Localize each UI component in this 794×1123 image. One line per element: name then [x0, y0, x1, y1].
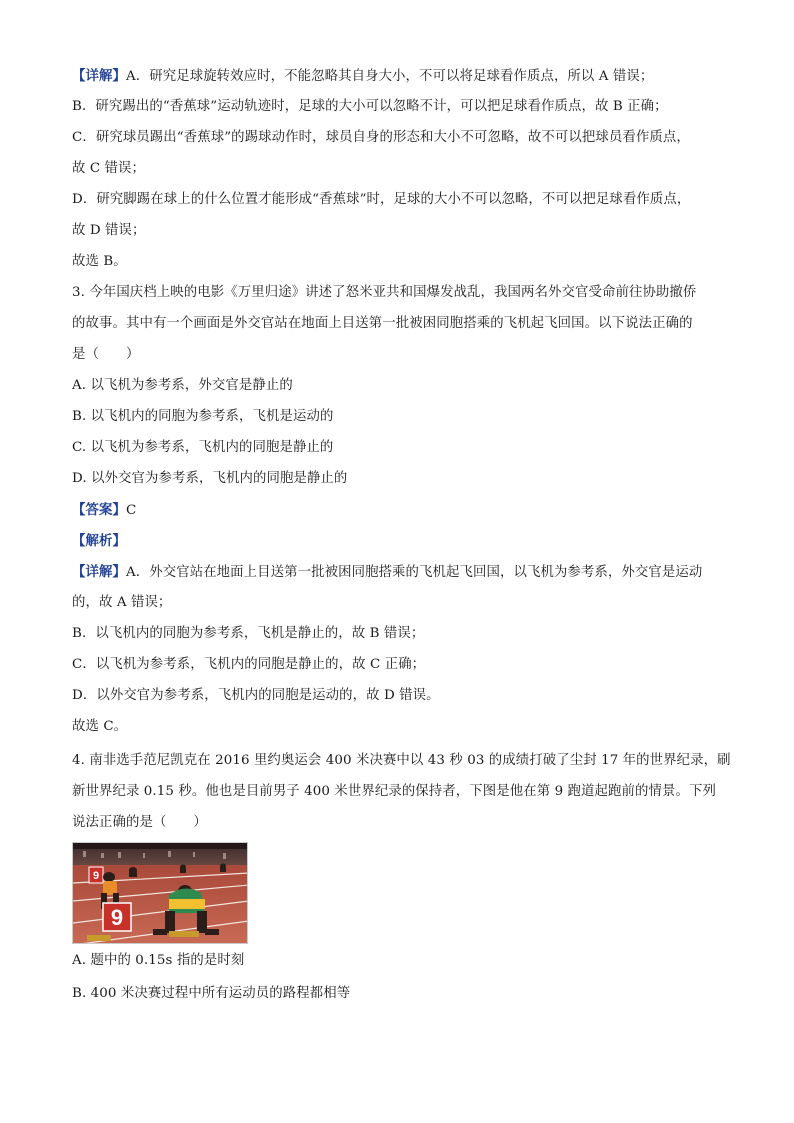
option-b — [72, 407, 734, 427]
line-text: D. 以外交官为参考系，飞机内的同胞是静止的 — [72, 471, 348, 486]
line-text: B．研究踢出的“香蕉球”运动轨迹时，足球的大小可以忽略不计，可以把足球看作质点，故 B 正确； — [72, 99, 668, 114]
line-text: 3. 今年国庆档上映的电影《万里归途》讲述了怒米亚共和国爆发战乱，我国两名外交官受命前往协助撤侨 — [72, 285, 697, 300]
line-text: B. 400 米决赛过程中所有运动员的路程都相等 — [72, 986, 351, 1001]
line-text: C．以飞机为参考系，飞机内的同胞是静止的，故 C 正确； — [72, 657, 426, 672]
line-text: B. 以飞机内的同胞为参考系，飞机是运动的 — [72, 409, 334, 424]
text-line — [72, 252, 734, 272]
line-text: D．以外交官为参考系，飞机内的同胞是运动的，故 D 错误。 — [72, 688, 440, 703]
text-line — [72, 97, 734, 117]
text-line — [72, 717, 734, 737]
text-line — [72, 813, 734, 833]
line-text: C — [125, 503, 137, 518]
line-text: 说法正确的是（ ） — [72, 815, 207, 830]
question-3-line — [72, 283, 734, 303]
text-line — [72, 314, 734, 334]
text-line — [72, 66, 734, 87]
analysis-line — [72, 531, 734, 552]
section-tag: 【详解】 — [72, 564, 126, 580]
option-b — [72, 984, 734, 1004]
line-text: C. 以飞机为参考系，飞机内的同胞是静止的 — [72, 440, 334, 455]
line-text: D．研究脚踢在球上的什么位置才能形成“香蕉球”时，足球的大小不可以忽略，不可以把足球看作质点， — [72, 192, 691, 207]
text-line — [72, 686, 734, 706]
lane-number-right: 9 — [110, 905, 124, 930]
answer-line — [72, 500, 734, 521]
line-text: B．以飞机内的同胞为参考系，飞机是静止的，故 B 错误； — [72, 626, 425, 641]
text-line — [72, 593, 734, 613]
line-text: A．外交官站在地面上目送第一批被困同胞搭乘的飞机起飞回国，以飞机为参考系，外交官是运动 — [125, 565, 703, 580]
line-text: 故 C 错误； — [72, 161, 146, 176]
option-a — [72, 376, 734, 396]
text-line — [72, 190, 734, 210]
line-text: 的，故 A 错误； — [72, 595, 172, 610]
text-line — [72, 624, 734, 644]
option-c — [72, 438, 734, 458]
text-line — [72, 221, 734, 241]
line-text: A. 以飞机为参考系，外交官是静止的 — [72, 378, 293, 393]
option-a — [72, 951, 734, 971]
lane-number-left: 9 — [92, 870, 100, 882]
text-line — [72, 782, 734, 802]
line-text: 新世界纪录 0.15 秒。他也是目前男子 400 米世界纪录的保持者，下图是他在第 9 跑道起跑前的情景。下列 — [72, 784, 716, 799]
line-text: 故选 B。 — [72, 254, 127, 269]
race-start-photo — [72, 842, 248, 944]
text-line — [72, 128, 734, 148]
line-text: 4. 南非选手范尼凯克在 2016 里约奥运会 400 米决赛中以 43 秒 03 的成绩打破了尘封 17 年的世界纪录，刷 — [72, 753, 731, 768]
line-text: 是（ ） — [72, 347, 140, 362]
text-line — [72, 345, 734, 365]
line-text: C．研究球员踢出“香蕉球”的踢球动作时，球员自身的形态和大小不可忽略，故不可以把球员看作质点， — [72, 130, 690, 145]
option-d — [72, 469, 734, 489]
text-line — [72, 159, 734, 179]
section-tag: 【答案】 — [72, 502, 126, 518]
section-tag: 【详解】 — [72, 68, 126, 84]
line-text: A. 题中的 0.15s 指的是时刻 — [72, 953, 245, 968]
line-text: 故 D 错误； — [72, 223, 146, 238]
line-text: 的故事。其中有一个画面是外交官站在地面上目送第一批被困同胞搭乘的飞机起飞回国。以下说法正确的 — [72, 316, 693, 331]
section-tag: 【解析】 — [72, 533, 126, 549]
text-line — [72, 655, 734, 675]
line-text: 故选 C。 — [72, 719, 128, 734]
line-text: A．研究足球旋转效应时，不能忽略其自身大小，不可以将足球看作质点，所以 A 错误； — [125, 69, 654, 84]
question-4-line — [72, 751, 734, 771]
text-line — [72, 562, 734, 583]
